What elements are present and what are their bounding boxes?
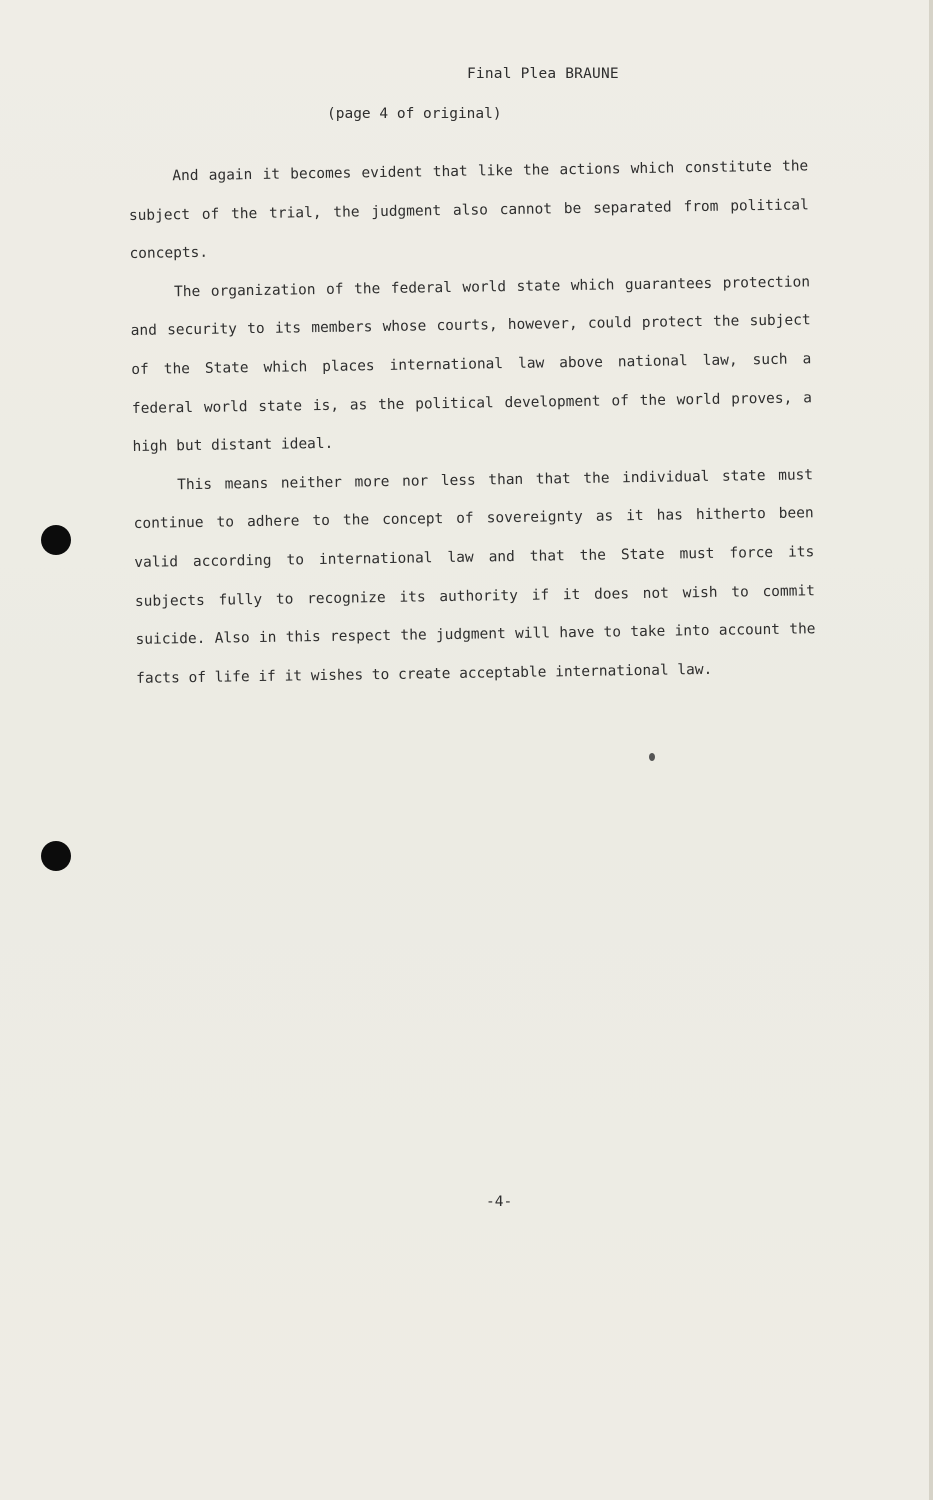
page-number: -4-: [486, 1194, 513, 1210]
original-page-reference: (page 4 of original): [327, 106, 502, 122]
punch-hole-top: [41, 525, 71, 555]
paragraph-2: The organization of the federal world state which guarantees protection and security to its members whose courts, however, could protect the subject of the State which places international law above national law, such a federal world state is, as the political development of the world proves, a high but distant ideal.: [130, 274, 812, 456]
ink-speck: [649, 753, 655, 761]
paragraph-1: And again it becomes evident that like the actions which constitute the subject of the trial, the judgment also cannot be separated from political concepts.: [128, 158, 809, 263]
page-edge: [929, 0, 933, 1500]
punch-hole-bottom: [41, 841, 71, 871]
document-body: [128, 147, 816, 698]
document-header: Final Plea BRAUNE: [467, 66, 619, 82]
paragraph-3: This means neither more nor less than that the individual state must continue to adhere to the concept of sovereignty as it has hitherto been valid according to international law and that the State must force its subjects fully to recognize its authority if it does not wish to commit suicide. Also in this respect the judgment will have to take into account the facts of life if it wishes to create acceptable international law.: [133, 467, 816, 687]
